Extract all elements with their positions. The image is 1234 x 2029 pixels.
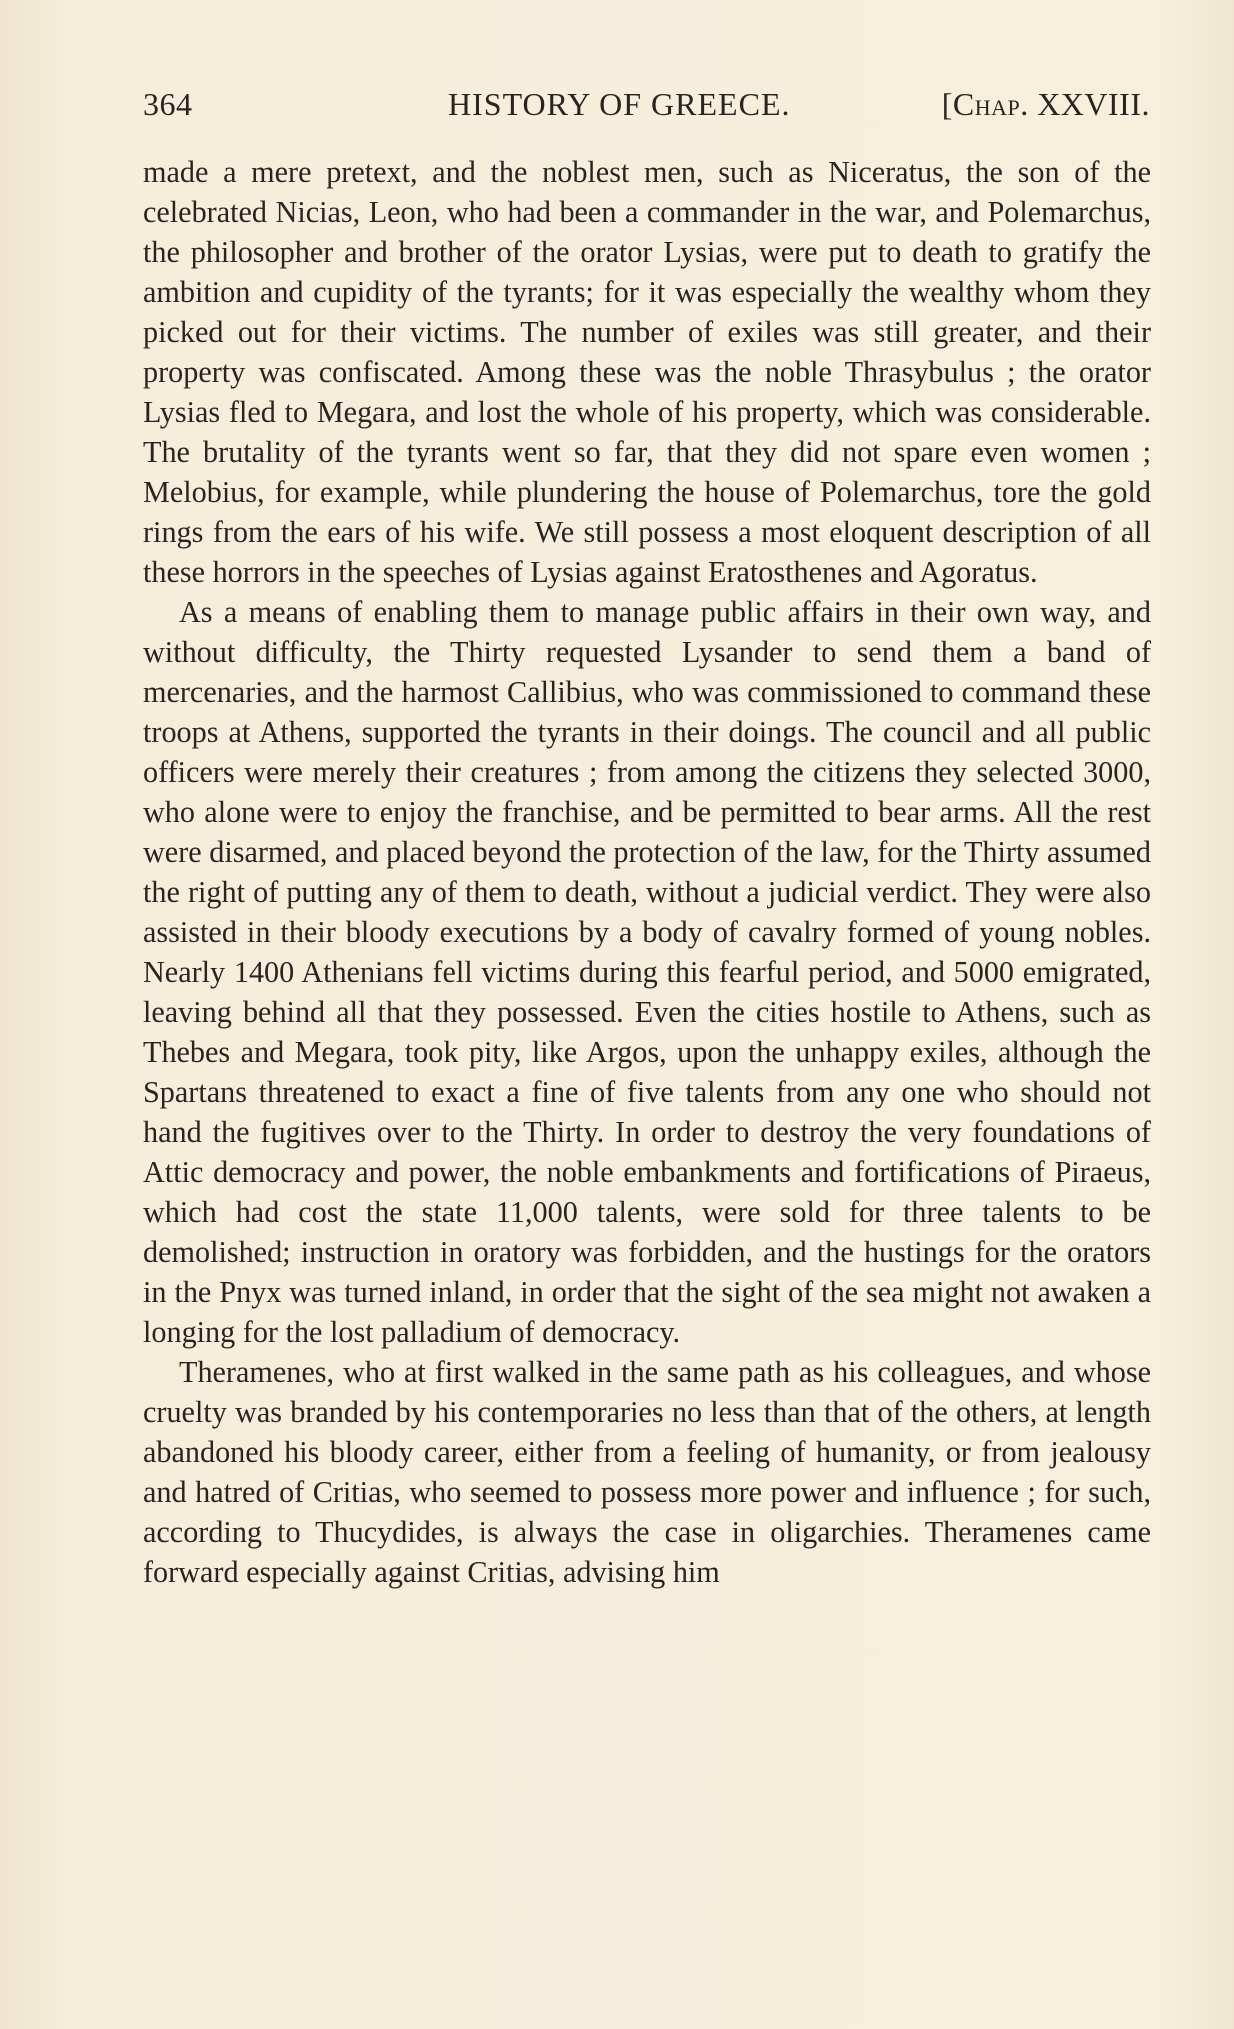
chapter-reference: [Chap. XXVIII. xyxy=(941,86,1150,122)
book-title: HISTORY OF GREECE. xyxy=(448,86,791,122)
running-head xyxy=(143,82,1150,126)
body-text xyxy=(143,152,1151,1592)
page-number: 364 xyxy=(143,86,193,122)
paragraph-mercenaries: As a means of enabling them to manage public affairs in their own way, and without difficulty, the Thirty requested Lysander to send them a band of mercenaries, and the harmost Callibius, who was commissioned to command these troops at Athens, supported the tyrants in their doings. The council and all public officers were merely their creatures ; from among the citizens they selected 3000, who alone were to enjoy the franchise, and be permitted to bear arms. All the rest were disarmed, and placed beyond the protection of the law, for the Thirty assumed the right of putting any of them to death, without a judicial verdict. They were also assisted in their bloody executions by a body of cavalry formed of young nobles. Nearly 1400 Athenians fell victims during this fearful period, and 5000 emigrated, leaving behind all that they possessed. Even the cities hostile to Athens, such as Thebes and Megara, took pity, like Argos, upon the unhappy exiles, although the Spartans threatened to exact a fine of five talents from any one who should not hand the fugitives over to the Thirty. In order to destroy the very foundations of Attic democracy and power, the noble embankments and fortifications of Piraeus, which had cost the state 11,000 talents, were sold for three talents to be demolished; instruction in oratory was forbidden, and the hustings for the orators in the Pnyx was turned inland, in order that the sight of the sea might not awaken a longing for the lost palladium of democracy. xyxy=(143,595,1151,1349)
paragraph-continued: made a mere pretext, and the noblest men, such as Niceratus, the son of the celebrated Nicias, Leon, who had been a commander in the war, and Polemarchus, the philosopher and brother of the orator Lysias, were put to death to gratify the ambition and cupidity of the tyrants; for it was especially the wealthy whom they picked out for their victims. The number of exiles was still greater, and their property was confiscated. Among these was the noble Thrasybulus ; the orator Lysias fled to Megara, and lost the whole of his property, which was considerable. The brutality of the tyrants went so far, that they did not spare even women ; Melobius, for example, while plundering the house of Polemarchus, tore the gold rings from the ears of his wife. We still possess a most eloquent description of all these horrors in the speeches of Lysias against Eratosthenes and Agoratus. xyxy=(143,155,1151,589)
paragraph-theramenes: Theramenes, who at first walked in the same path as his colleagues, and whose cruelty was branded by his contemporaries no less than that of the others, at length abandoned his bloody career, either from a feeling of humanity, or from jealousy and hatred of Critias, who seemed to possess more power and influence ; for such, according to Thucydides, is always the case in oligarchies. Theramenes came forward especially against Critias, advising him xyxy=(143,1355,1151,1589)
